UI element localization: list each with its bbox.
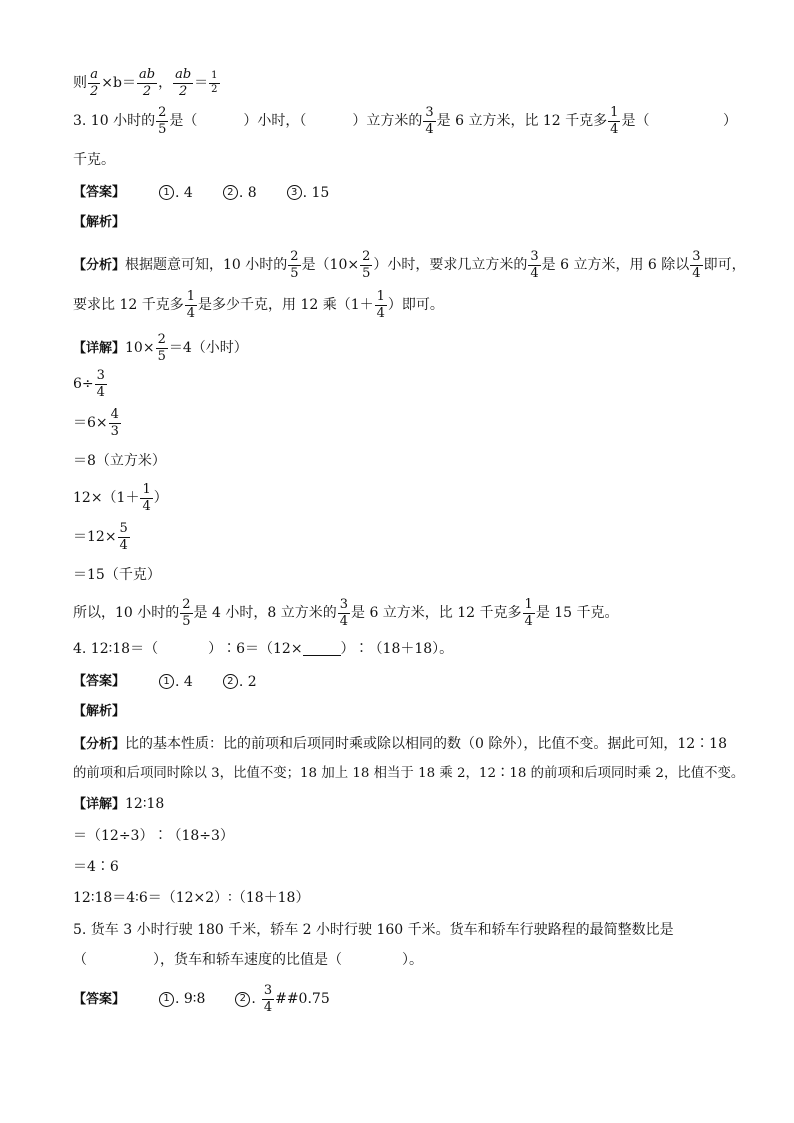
question-3-cont: 千克。 (73, 152, 115, 168)
step-line: 12∶18＝4∶6＝（12×2）∶（18＋18） (73, 890, 310, 906)
text: 是 6 立方米，比 12 千克多 (351, 605, 522, 622)
fraction: $\frac{3}{4}$ (530, 249, 539, 281)
fraction: $\frac{3}{4}$ (339, 597, 348, 629)
text: ， (158, 75, 173, 92)
text: ）∶（18＋18）。 (340, 641, 454, 657)
analysis-label-4: 【解析】 (73, 704, 126, 719)
text: ）小时，（ (243, 113, 307, 130)
text: 10× (125, 340, 155, 357)
fraction: $\frac{3}{4}$ (692, 249, 701, 281)
text: 3. 10 小时的 (73, 113, 156, 130)
detail-tag: 【详解】 (73, 796, 126, 812)
answer-blank[interactable] (303, 643, 341, 656)
fraction: $\frac{1}{4}$ (376, 289, 385, 321)
detail-tag: 【详解】 (73, 340, 126, 356)
answer-value: . 4 (175, 673, 193, 690)
fraction: $\frac{2}{5}$ (290, 249, 299, 281)
text: 是多少千克，用 12 乘（1＋ (198, 297, 374, 314)
answer-value: . 2 (238, 673, 257, 690)
answer-4 (73, 674, 733, 689)
answer-3 (73, 185, 733, 200)
text: 是 6 立方米，比 12 千克多 (436, 113, 608, 130)
fraction: $\frac{1}{4}$ (610, 105, 619, 137)
text: 12×（1＋ (73, 490, 140, 507)
fraction: $\frac{4}{3}$ (110, 407, 119, 439)
text: （ (73, 952, 87, 968)
text: ） (723, 113, 737, 130)
step-line (73, 408, 733, 438)
fraction: $\frac{ab}{2}$ (138, 67, 156, 99)
answer-value: . 8 (238, 184, 257, 201)
question-4 (73, 642, 733, 656)
analysis-tag: 【分析】 (73, 257, 126, 273)
formula-line (73, 68, 733, 98)
answer-5 (73, 984, 733, 1014)
text: 则 (73, 75, 87, 92)
fraction: $\frac{ab}{2}$ (175, 67, 192, 99)
fraction: $\frac{2}{5}$ (362, 249, 371, 281)
text: 所以，10 小时的 (73, 605, 180, 622)
answer-value: ##0.75 (275, 991, 330, 1008)
fraction: $\frac{2}{5}$ (158, 105, 167, 137)
answer-label: 【答案】 (73, 185, 126, 200)
text: 12∶18 (125, 796, 165, 812)
answer-value: . 9∶8 (175, 991, 206, 1008)
fraction: $\frac{1}{2}$ (211, 70, 218, 95)
conclusion-3 (73, 598, 733, 628)
text: 要求比 12 千克多 (73, 297, 184, 314)
text: ） (153, 490, 168, 507)
text: ）。 (402, 952, 423, 968)
text: ＝4（小时） (168, 340, 248, 357)
text: 即可， (703, 257, 746, 274)
circled-number: 2 (223, 674, 238, 689)
analysis-4-cont: 的前项和后项同时除以 3，比值不变；18 加上 18 相当于 18 乘 2，12∶18 的前项和后项同时乘 2，比值不变。 (73, 766, 745, 781)
text: 比的基本性质：比的前项和后项同时乘或除以相同的数（0 除外），比值不变。据此可知，12∶18 (125, 736, 727, 752)
text: 是（ (169, 113, 198, 130)
fraction: $\frac{1}{4}$ (142, 482, 151, 514)
question-3 (73, 106, 737, 136)
step-line (73, 522, 733, 552)
answer-value: . 15 (302, 184, 330, 201)
answer-value: . (251, 991, 256, 1008)
text: ）∶6＝（12× (208, 641, 303, 657)
question-5: 5. 货车 3 小时行驶 180 千米，轿车 2 小时行驶 160 千米。货车和轿车行驶路程的最简整数比是 (73, 922, 674, 938)
text: 是（ (621, 113, 650, 130)
circled-number: 2 (223, 185, 238, 200)
fraction: $\frac{3}{4}$ (263, 983, 273, 1015)
fraction: $\frac{1}{4}$ (524, 597, 533, 629)
analysis-3 (73, 249, 746, 281)
text: 是 6 立方米，用 6 除以 (541, 257, 690, 274)
circled-number: 2 (235, 992, 250, 1007)
circled-number: 3 (287, 185, 302, 200)
step-line: ＝4∶6 (73, 859, 119, 875)
detail-4 (73, 797, 733, 811)
text: 是 4 小时，8 立方米的 (193, 605, 337, 622)
text: 是 15 千克。 (535, 605, 619, 622)
step-line: ＝（12÷3）∶（18÷3） (73, 828, 234, 844)
fraction: $\frac{a}{2}$ (90, 67, 99, 99)
answer-label: 【答案】 (73, 674, 126, 689)
fraction: $\frac{5}{4}$ (119, 521, 128, 553)
question-5-cont (73, 953, 733, 967)
text: 根据题意可知，10 小时的 (125, 257, 288, 274)
step-line: ＝15（千克） (73, 567, 161, 583)
fraction: $\frac{2}{5}$ (182, 597, 191, 629)
circled-number: 1 (159, 992, 174, 1007)
fraction: $\frac{2}{5}$ (157, 332, 166, 364)
circled-number: 1 (159, 674, 174, 689)
analysis-4 (73, 737, 733, 751)
text: ）即可。 (387, 297, 444, 314)
fraction: $\frac{3}{4}$ (425, 105, 434, 137)
analysis-tag: 【分析】 (73, 736, 126, 752)
step-line: ＝8（立方米） (73, 453, 166, 469)
fraction: $\frac{1}{4}$ (186, 289, 195, 321)
text: ＝12× (73, 529, 117, 546)
text: 6÷ (73, 376, 94, 393)
step-line (73, 483, 733, 513)
text: ×b＝ (101, 75, 136, 92)
analysis-label-3: 【解析】 (73, 215, 126, 230)
text: ＝6× (73, 415, 108, 432)
circled-number: 1 (159, 185, 174, 200)
text: ），货车和轿车速度的比值是（ (153, 952, 342, 968)
answer-value: . 4 (175, 184, 193, 201)
detail-3 (73, 333, 733, 363)
fraction: $\frac{3}{4}$ (96, 368, 105, 400)
text: ）小时，要求几立方米的 (373, 257, 528, 274)
text: ）立方米的 (352, 113, 423, 130)
text: ＝ (194, 75, 209, 92)
step-line (73, 369, 733, 399)
answer-label: 【答案】 (73, 991, 126, 1007)
text: 是（10× (301, 257, 360, 274)
analysis-3-cont (73, 290, 733, 320)
text: 4. 12∶18＝（ (73, 641, 159, 657)
